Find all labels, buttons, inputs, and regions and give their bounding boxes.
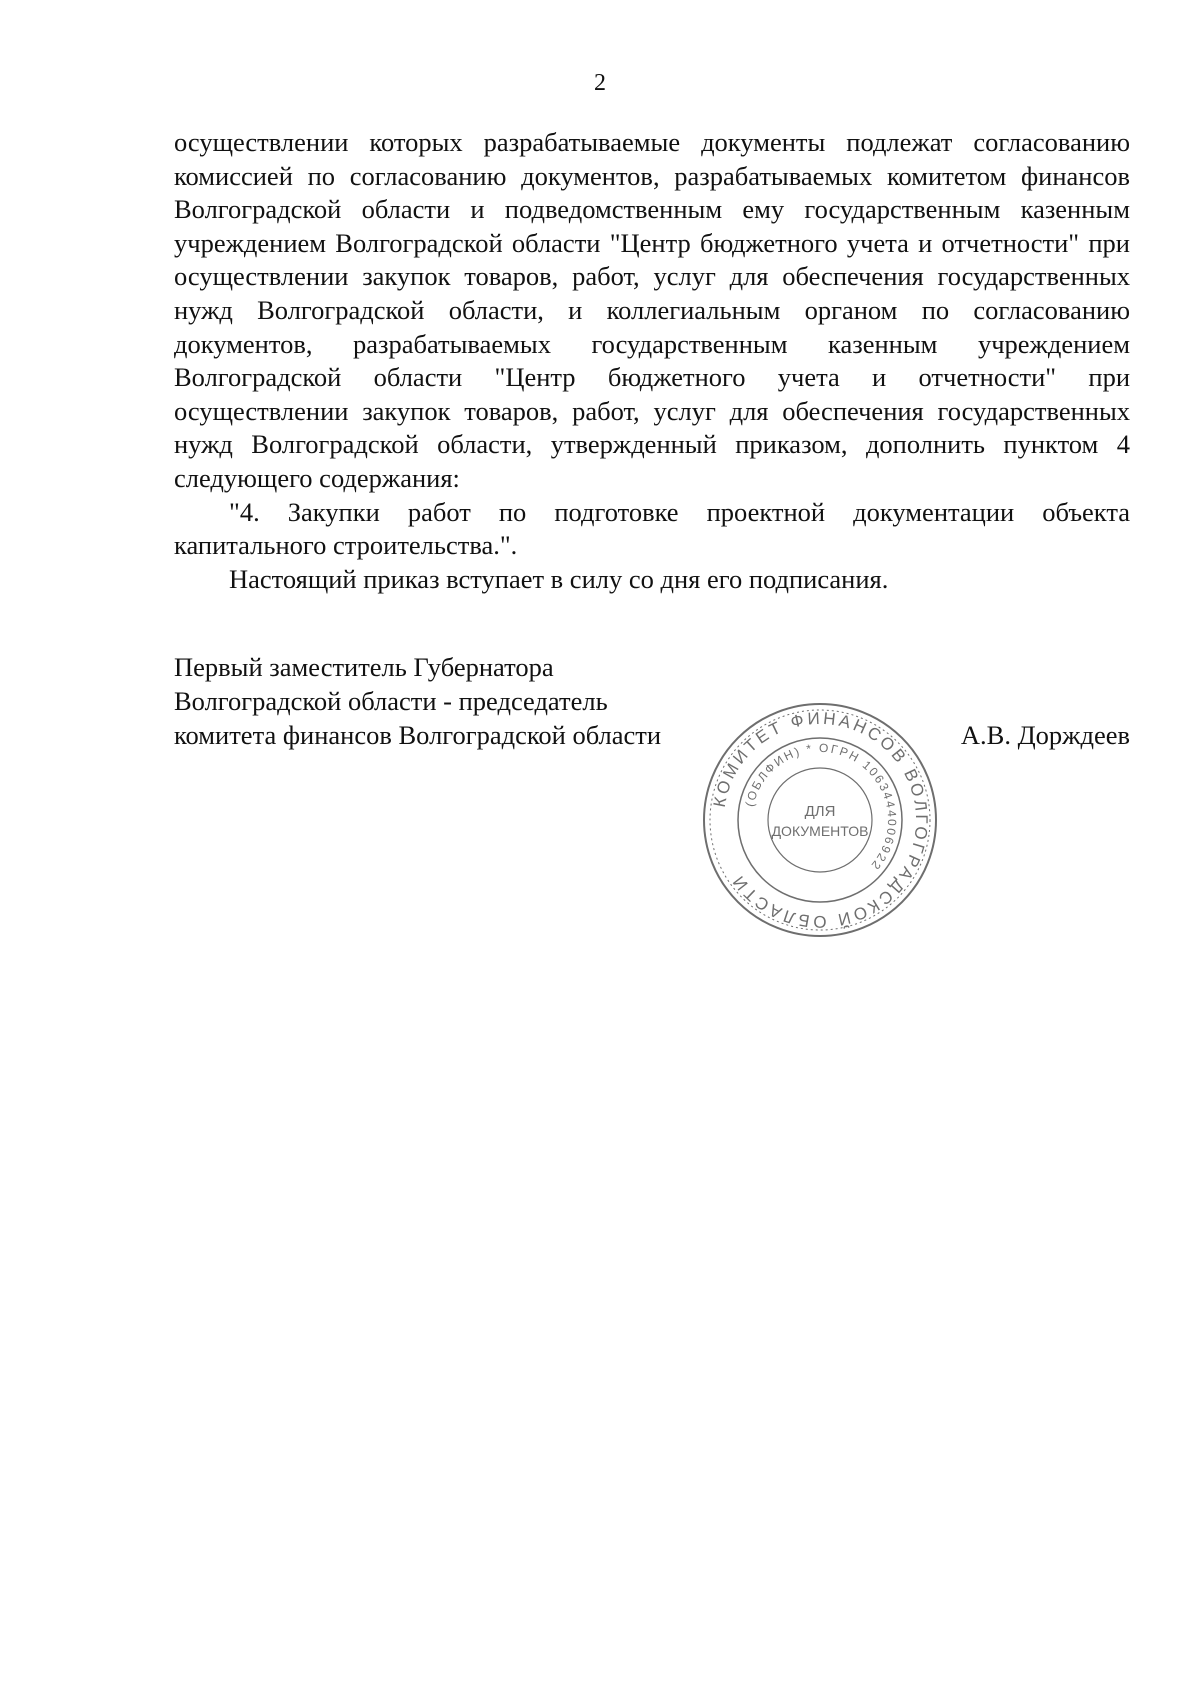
paragraph-effective-date: Настоящий приказ вступает в силу со дня его подписания. xyxy=(229,563,889,594)
stamp-outer-ring xyxy=(704,704,936,936)
signer-name: А.В. Дорждеев xyxy=(960,720,1130,750)
official-seal-stamp xyxy=(700,700,940,940)
page-number: 2 xyxy=(594,70,606,96)
stamp-center-line-1: ДЛЯ xyxy=(804,803,836,820)
signature-block xyxy=(174,650,661,752)
stamp-inner-ring xyxy=(768,768,872,872)
stamp-middle-ring xyxy=(738,738,902,902)
stamp-inner-text: (ОБЛФИН) * ОГРН 1063444006922 xyxy=(742,740,900,874)
signer-title-line-2: Волгоградской области - председатель xyxy=(174,686,608,716)
stamp-outer-text: КОМИТЕТ ФИНАНСОВ ВОЛГОГРАДСКОЙ ОБЛАСТИ xyxy=(709,708,932,932)
document-body xyxy=(174,126,1130,596)
paragraph-continuation: осуществлении которых разрабатываемые документы подлежат согласованию комиссией по согласованию документов, разрабатываемых комитетом финансов Волгоградской области и подведомственным ему государственным казенным учреждением Волгоградской области "Центр бюджетного учета и отчетности" при осуществлении закупок товаров, работ, услуг для обеспечения государственных нужд Волгоградской области, и коллегиальным органом по согласованию документов, разрабатываемых государственным казенным учреждением Волгоградской области "Центр бюджетного учета и отчетности" при осуществлении закупок товаров, работ, услуг для обеспечения государственных нужд Волгоградской области, утвержденный приказом, дополнить пунктом 4 следующего содержания: xyxy=(174,127,1130,493)
signer-title-line-1: Первый заместитель Губернатора xyxy=(174,652,554,682)
signer-title-line-3: комитета финансов Волгоградской области xyxy=(174,720,662,750)
stamp-center-line-2: ДОКУМЕНТОВ xyxy=(771,823,869,839)
paragraph-item-4: "4. Закупки работ по подготовке проектной документации объекта капитального строительства.". xyxy=(174,496,1130,561)
